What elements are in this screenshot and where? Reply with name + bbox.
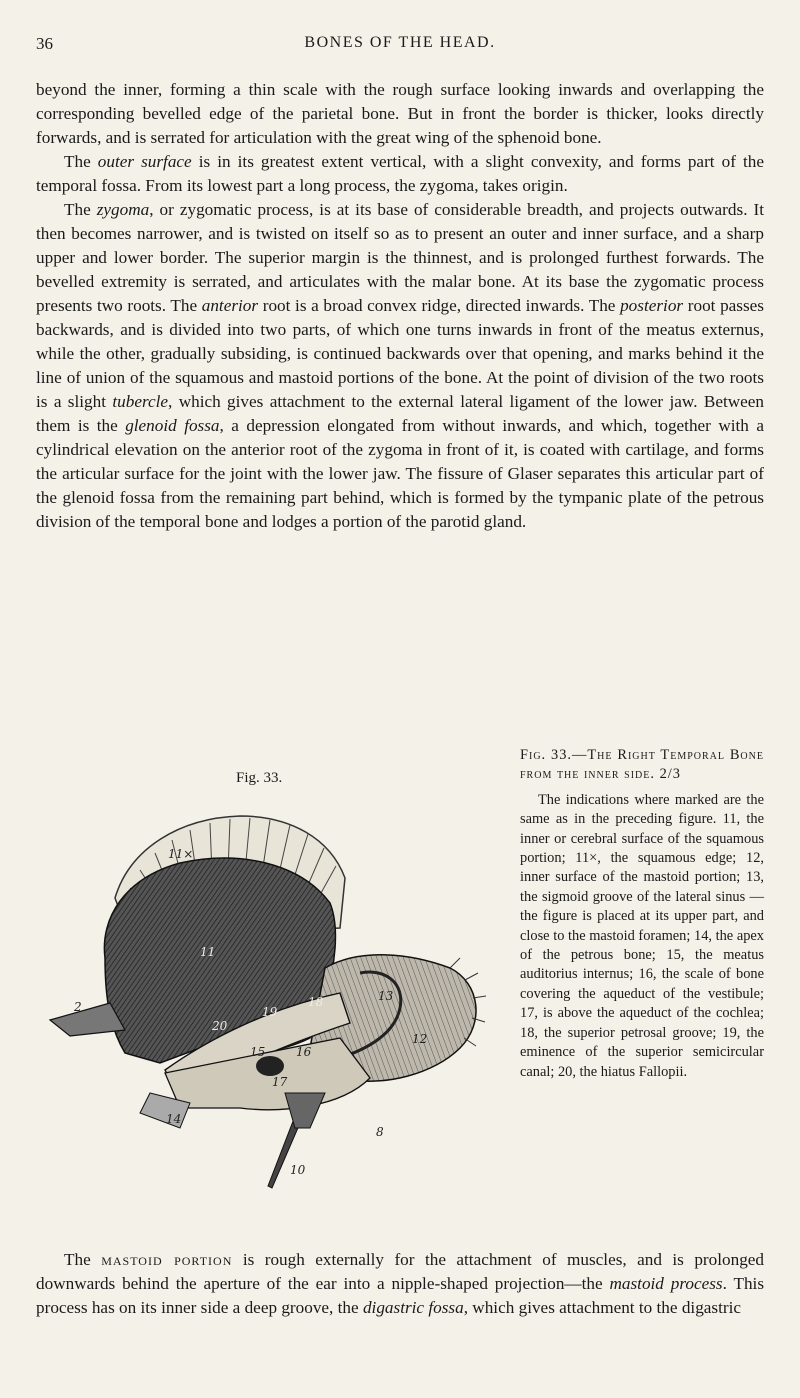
text-run: , which gives attachment to the digastric [463, 1298, 742, 1317]
caption-scale: 2/3 [659, 766, 681, 783]
caption-title-text: Fig. 33.—The Right Temporal Bone from the inner side. [520, 747, 764, 783]
text-run: root passes backwards, and is divided into two parts, of which one turns inwards in front of the meatus externus, while the other, gradually subsiding, is continued backwards over that opening, and marks behind it the line of union of the squamous and mastoid portions of the bone. At the point of division of the two roots is a slight [36, 296, 764, 411]
figure-label-19: 19 [262, 1005, 278, 1019]
running-head: BONES OF THE HEAD. [304, 34, 496, 51]
figure-label-16: 16 [296, 1045, 312, 1059]
figure-label-18: 18 [308, 995, 324, 1009]
page-number: 36 [36, 34, 53, 53]
term-zygoma: zygoma [96, 200, 150, 219]
text-run: is rough externally for the attachment of muscles, and is prolonged downwards behind the aperture of the ear into a nipple-shaped projection—the [36, 1250, 765, 1293]
text-run: The [64, 1250, 102, 1269]
term-mastoid-portion: mastoid portion [101, 1250, 233, 1269]
styloid-sheath [285, 1093, 325, 1128]
paragraph-zygoma [36, 198, 764, 534]
figure-caption [520, 746, 764, 1082]
term-glenoid-fossa: glenoid fossa [125, 416, 220, 435]
text-run: , a depression elongated from without inwards, and which, together with a cylindrical elevation on the anterior root of the zygoma in front of it, is coated with cartilage, and forms the articular surface for the joint with the lower jaw. The fissure of Glaser separates this articular part of the glenoid fossa from the remaining part behind, which is formed by the tympanic plate of the petrous division of the temporal bone and lodges a portion of the parotid gland. [36, 416, 764, 531]
figure-label-11: 11 [200, 945, 216, 959]
term-digastric-fossa: digastric fossa [362, 1298, 464, 1317]
figure-label-11x: 11× [168, 847, 194, 861]
figure-temporal-bone [40, 808, 490, 1198]
text-run: is in its greatest extent vertical, with a slight convexity, and forms part of the temporal fossa. From its lowest part a long process, the zygoma, takes origin. [36, 152, 764, 195]
body-text-bottom [36, 1248, 764, 1320]
term-outer-surface: outer surface [97, 152, 192, 171]
text-run: The [64, 200, 97, 219]
paragraph-continuation: beyond the inner, forming a thin scale with the rough surface looking inwards and overlapping the corresponding bevelled edge of the parietal bone. But in front the border is thicker, looks directly forwards, and is serrated for articulation with the great wing of the sphenoid bone. [36, 80, 764, 147]
figure-label-17: 17 [272, 1075, 288, 1089]
figure-label-2: 2 [74, 1000, 82, 1014]
figure-label-20: 20 [212, 1019, 228, 1033]
caption-title [520, 746, 764, 785]
text-run: . This process has on its inner side a deep groove, the [36, 1274, 765, 1317]
meatus-auditorius-internus [256, 1056, 284, 1076]
figure-label-12: 12 [412, 1032, 428, 1046]
figure-label-10: 10 [290, 1163, 306, 1177]
term-tubercle: tubercle [112, 392, 169, 411]
caption-body: The indications where marked are the same as in the preceding figure. 11, the inner or cerebral surface of the squamous portion; 11×, the squamous edge; 12, inner surface of the mastoid portion; 13, the sigmoid groove of the lateral sinus — the figure is placed at its upper part, and close to the mastoid foramen; 14, the apex of the petrous bone; 15, the meatus auditorius internus; 16, the scale of bone covering the aqueduct of the vestibule; 17, is above the aqueduct of the cochlea; 18, the superior petrosal groove; 19, the eminence of the superior semicircular canal; 20, the hiatus Fallopii. [520, 791, 764, 1080]
text-run: , or zygomatic process, is at its base of considerable breadth, and projects outwards. It then becomes narrower, and is twisted on itself so as to present an outer and inner surface, and a sharp upper and lower border. The superior margin is the thinnest, and is prolonged furthest forwards. The bevelled extremity is serrated, and articulates with the malar bone. At its base the zygomatic process presents two roots. The [36, 200, 764, 315]
figure-label-8: 8 [376, 1125, 384, 1139]
term-mastoid-process: mastoid process [609, 1274, 723, 1293]
term-anterior: anterior [201, 296, 259, 315]
figure-label-15: 15 [250, 1045, 266, 1059]
figure-label-14: 14 [166, 1112, 182, 1126]
paragraph-mastoid [36, 1248, 764, 1320]
page-header [36, 34, 764, 58]
text-run: root is a broad convex ridge, directed inwards. The [258, 296, 621, 315]
body-text-top [36, 78, 764, 534]
term-posterior: posterior [620, 296, 684, 315]
figure-label: Fig. 33. [236, 770, 283, 786]
figure-label-13: 13 [378, 989, 394, 1003]
paragraph-outer-surface [36, 150, 764, 198]
text-run: , which gives attachment to the external lateral ligament of the lower jaw. Between them is the [36, 392, 764, 435]
text-run: The [64, 152, 98, 171]
